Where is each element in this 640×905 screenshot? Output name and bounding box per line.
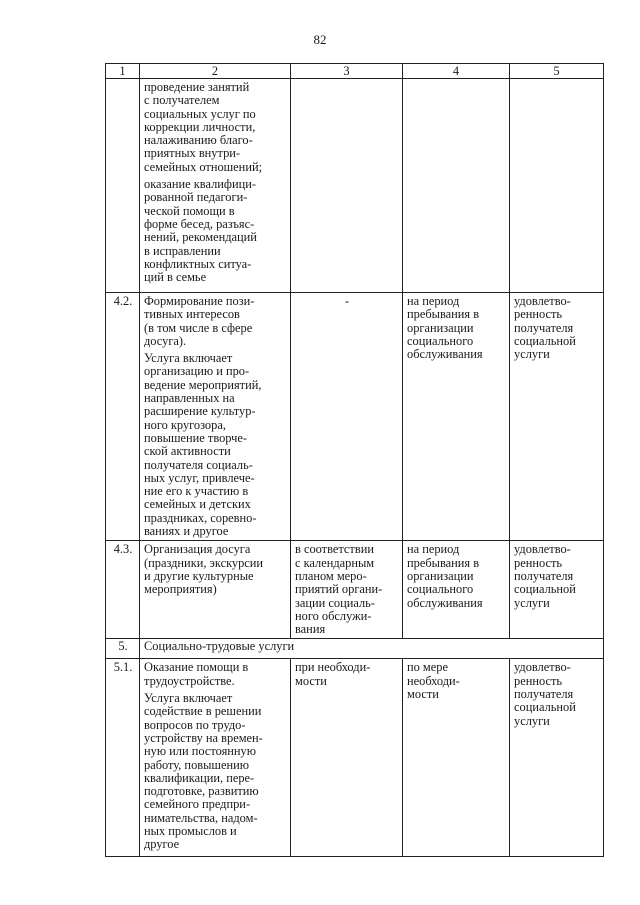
service-period: на период пребывания в организации социального обслуживания <box>403 293 510 541</box>
table-row <box>106 659 604 857</box>
service-quality-indicator: удовлетво- ренность получателя социальной услуги <box>510 293 604 541</box>
service-quality-indicator <box>510 79 604 293</box>
section-row <box>106 639 604 659</box>
description-paragraph: Услуга включает организацию и про- ведение мероприятий, направленных на расширение культур- ного кругозора, повышение творче- ской активности получателя социаль- ных услуг, привлече- ние его к участию в семейных и детских праздниках, соревно- ваниях и другое <box>144 351 262 539</box>
column-header: 1 <box>106 64 140 79</box>
service-period <box>403 79 510 293</box>
header-row <box>106 64 604 79</box>
column-header: 4 <box>403 64 510 79</box>
description-paragraph: Услуга включает содействие в решении вопросов по трудо- устройству на времен- ную или постоянную работу, повышению квалификации, пере- подготовке, развитию семейного предпри- нимательства, надом- ных промыслов и другое <box>144 691 263 852</box>
service-description <box>140 293 291 541</box>
column-header: 3 <box>291 64 403 79</box>
services-table <box>105 63 604 857</box>
service-timing: - <box>291 293 403 541</box>
row-number: 4.2. <box>106 293 140 541</box>
row-number <box>106 79 140 293</box>
row-number: 5. <box>106 639 140 659</box>
service-timing: в соответствии с календарным планом меро- приятий органи- зации социаль- ного обслужи- вания <box>291 541 403 639</box>
row-number: 5.1. <box>106 659 140 857</box>
column-header: 2 <box>140 64 291 79</box>
description-paragraph: Организация досуга (праздники, экскурсии и другие культурные мероприятия) <box>144 542 264 597</box>
column-header: 5 <box>510 64 604 79</box>
service-period: по мере необходи- мости <box>403 659 510 857</box>
service-timing <box>291 79 403 293</box>
service-quality-indicator: удовлетво- ренность получателя социальной услуги <box>510 659 604 857</box>
service-timing: при необходи- мости <box>291 659 403 857</box>
service-quality-indicator: удовлетво- ренность получателя социальной услуги <box>510 541 604 639</box>
service-period: на период пребывания в организации социального обслуживания <box>403 541 510 639</box>
description-paragraph: Оказание помощи в трудоустройстве. <box>144 660 249 688</box>
service-description <box>140 659 291 857</box>
description-paragraph: проведение занятий с получателем социальных услуг по коррекции личности, налаживанию благо- приятных внутри- семейных отношений; <box>144 80 263 174</box>
table-row <box>106 79 604 293</box>
table-row <box>106 541 604 639</box>
description-paragraph: оказание квалифици- рованной педагоги- ческой помощи в форме бесед, разъяс- нений, рекомендаций в исправлении конфликтных ситуа- ций в семье <box>144 177 257 285</box>
service-description <box>140 541 291 639</box>
section-title: Социально-трудовые услуги <box>140 639 604 659</box>
service-description <box>140 79 291 293</box>
description-paragraph: Формирование пози- тивных интересов (в том числе в сфере досуга). <box>144 294 255 348</box>
page-number: 82 <box>313 32 327 47</box>
row-number: 4.3. <box>106 541 140 639</box>
table-row <box>106 293 604 541</box>
